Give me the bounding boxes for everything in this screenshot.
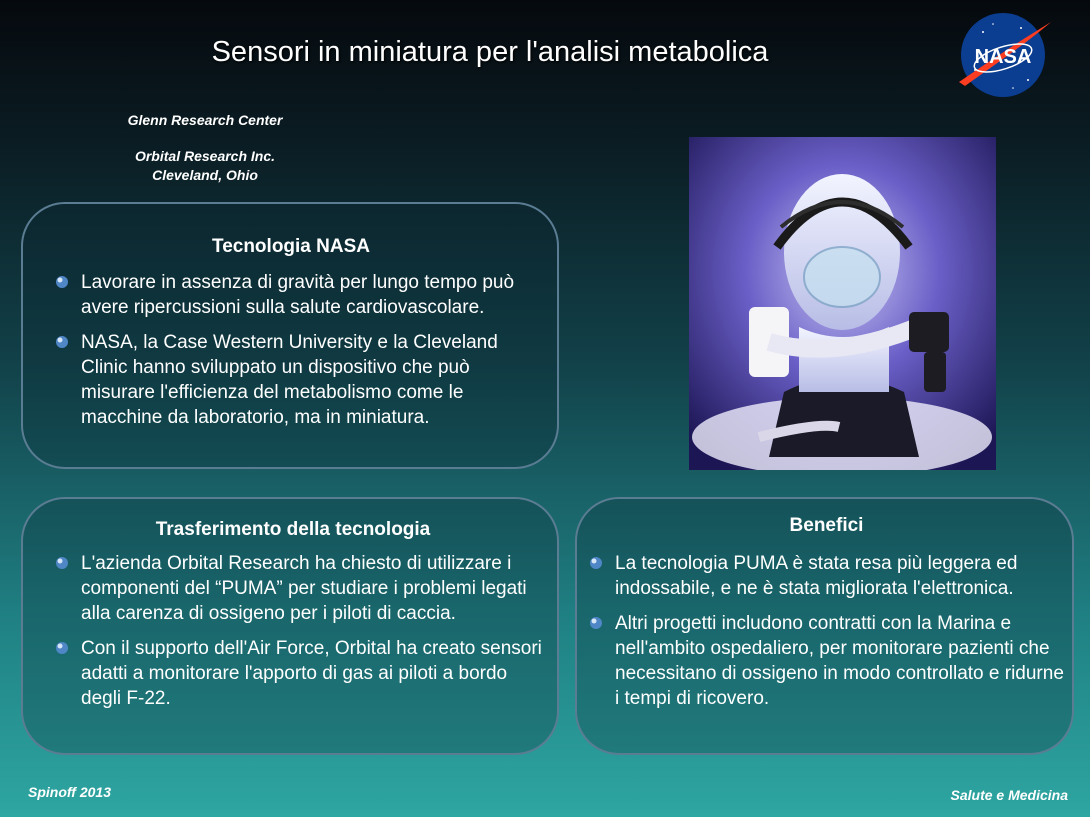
- panel-heading: Benefici: [789, 515, 864, 536]
- globe-bullet-icon: [589, 616, 603, 630]
- org-location: Cleveland, Ohio: [152, 167, 258, 183]
- org-partner: Orbital Research Inc.: [134, 148, 276, 164]
- list-item: La tecnologia PUMA è stata resa più leggera ed indossabile, e ne è stata migliorata l'elettronica.: [589, 551, 1064, 601]
- list-item: L'azienda Orbital Research ha chiesto di utilizzare i componenti del “PUMA” per studiare i problemi legati alla carenza di ossigeno per i piloti di caccia.: [43, 551, 543, 626]
- panel-benefici: [575, 497, 1074, 755]
- panel-tecnologia-nasa: [21, 202, 559, 469]
- org-center: Glenn Research Center: [127, 112, 283, 128]
- nasa-logo-text: NASA: [974, 46, 1032, 68]
- list-item: Con il supporto dell'Air Force, Orbital ha creato sensori adatti a monitorare l'apporto di gas ai piloti a bordo degli F-22.: [43, 636, 543, 711]
- panel-trasferimento: [21, 497, 559, 755]
- list-item: NASA, la Case Western University e la Cleveland Clinic hanno sviluppato un dispositivo che può misurare l'efficienza del metabolismo come le macchine da laboratorio, ma in miniatura.: [43, 330, 539, 430]
- puma-mask-photo: [689, 137, 996, 470]
- list-item: Altri progetti includono contratti con la Marina e nell'ambito ospedaliero, per monitorare pazienti che necessitano di ossigeno in modo controllato e ridurne i tempi di ricovero.: [589, 611, 1064, 711]
- globe-bullet-icon: [589, 556, 603, 570]
- globe-bullet-icon: [55, 641, 69, 655]
- list-item: Lavorare in assenza di gravità per lungo tempo può avere ripercussioni sulla salute cardiovascolare.: [43, 270, 539, 320]
- globe-bullet-icon: [55, 556, 69, 570]
- panel-heading: Trasferimento della tecnologia: [155, 519, 431, 540]
- nasa-logo: [953, 10, 1053, 100]
- footer-left: Spinoff 2013: [28, 784, 111, 800]
- panel-heading: Tecnologia NASA: [212, 236, 370, 257]
- globe-bullet-icon: [55, 335, 69, 349]
- page-title: Sensori in miniatura per l'analisi metabolica: [211, 36, 769, 68]
- globe-bullet-icon: [55, 275, 69, 289]
- footer-right: Salute e Medicina: [950, 787, 1068, 803]
